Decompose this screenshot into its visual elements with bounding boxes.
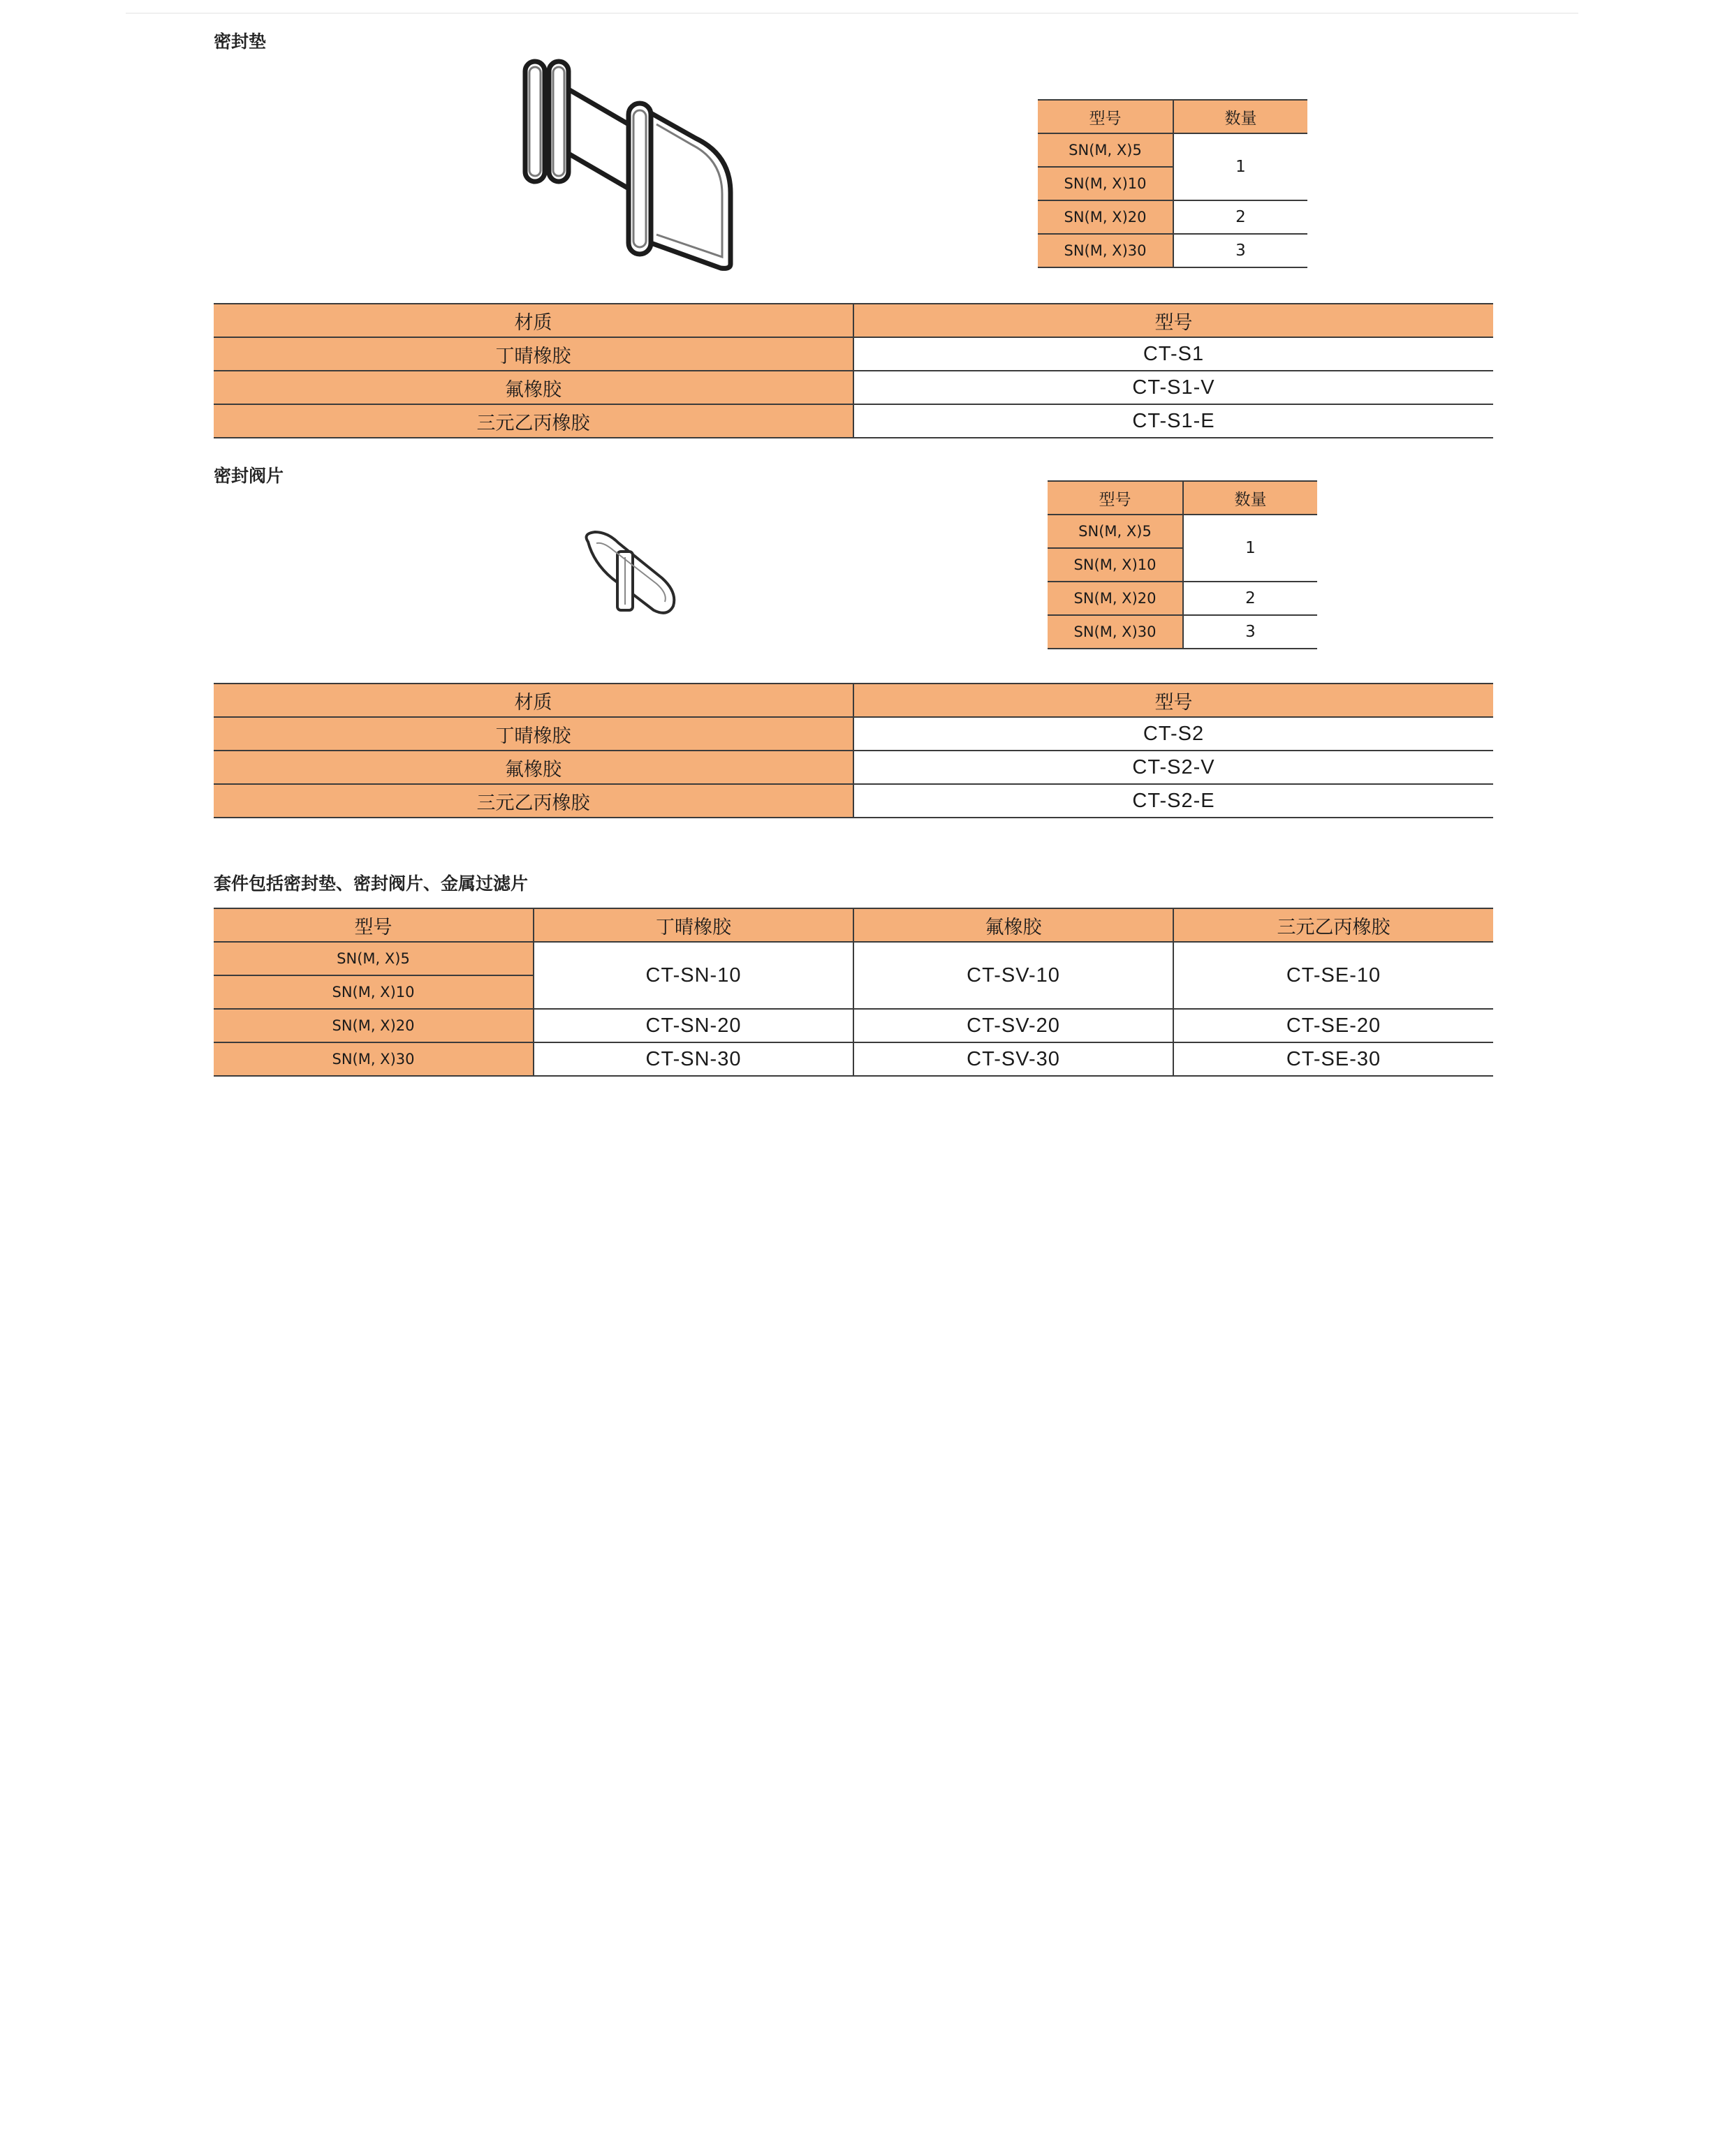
kit-code-cell: CT-SV-30: [853, 1042, 1173, 1076]
header-qty: 数量: [1173, 100, 1307, 133]
section-title-kit: 套件包括密封垫、密封阀片、金属过滤片: [214, 873, 529, 894]
material-cell: 氟橡胶: [214, 371, 853, 404]
kit-code-cell: CT-SV-10: [853, 942, 1173, 1009]
qty-cell: 1: [1183, 515, 1317, 582]
model-cell: SN(M, X)30: [1048, 615, 1183, 649]
kit-code-cell: CT-SN-10: [534, 942, 853, 1009]
model-cell: SN(M, X)10: [1048, 548, 1183, 582]
header-nbr: 丁晴橡胶: [534, 908, 853, 942]
valve-qty-table: [1048, 480, 1317, 649]
gasket-material-table: [214, 303, 1493, 438]
kit-code-cell: CT-SV-20: [853, 1009, 1173, 1042]
model-cell: SN(M, X)20: [214, 1009, 534, 1042]
header-model: 型号: [853, 304, 1493, 337]
material-cell: 丁晴橡胶: [214, 337, 853, 371]
kit-code-cell: CT-SN-20: [534, 1009, 853, 1042]
model-cell: SN(M, X)5: [1048, 515, 1183, 548]
header-material: 材质: [214, 304, 853, 337]
valve-plate-illustration: [580, 528, 684, 619]
material-cell: 三元乙丙橡胶: [214, 784, 853, 818]
top-rule: [126, 13, 1578, 14]
kit-code-cell: CT-SE-20: [1173, 1009, 1493, 1042]
section-title-gasket: 密封垫: [214, 31, 267, 52]
model-cell: SN(M, X)20: [1048, 582, 1183, 615]
header-model: 型号: [1038, 100, 1173, 133]
model-cell: SN(M, X)5: [1038, 133, 1173, 167]
code-cell: CT-S1-E: [853, 404, 1493, 438]
qty-cell: 2: [1173, 200, 1307, 234]
header-model: 型号: [214, 908, 534, 942]
material-cell: 丁晴橡胶: [214, 717, 853, 751]
code-cell: CT-S2-E: [853, 784, 1493, 818]
kit-table: [214, 908, 1493, 1077]
header-material: 材质: [214, 684, 853, 717]
material-cell: 氟橡胶: [214, 751, 853, 784]
model-cell: SN(M, X)30: [214, 1042, 534, 1076]
material-cell: 三元乙丙橡胶: [214, 404, 853, 438]
kit-code-cell: CT-SN-30: [534, 1042, 853, 1076]
header-model: 型号: [853, 684, 1493, 717]
section-title-valve-plate: 密封阀片: [214, 466, 284, 486]
header-model: 型号: [1048, 481, 1183, 515]
gasket-illustration: [517, 56, 747, 272]
gasket-qty-table: [1038, 99, 1307, 268]
code-cell: CT-S1: [853, 337, 1493, 371]
kit-code-cell: CT-SE-10: [1173, 942, 1493, 1009]
kit-code-cell: CT-SE-30: [1173, 1042, 1493, 1076]
qty-cell: 3: [1183, 615, 1317, 649]
header-qty: 数量: [1183, 481, 1317, 515]
header-epdm: 三元乙丙橡胶: [1173, 908, 1493, 942]
model-cell: SN(M, X)20: [1038, 200, 1173, 234]
model-cell: SN(M, X)10: [1038, 167, 1173, 200]
qty-cell: 1: [1173, 133, 1307, 200]
code-cell: CT-S1-V: [853, 371, 1493, 404]
model-cell: SN(M, X)10: [214, 975, 534, 1009]
model-cell: SN(M, X)5: [214, 942, 534, 975]
code-cell: CT-S2: [853, 717, 1493, 751]
qty-cell: 3: [1173, 234, 1307, 267]
model-cell: SN(M, X)30: [1038, 234, 1173, 267]
qty-cell: 2: [1183, 582, 1317, 615]
valve-material-table: [214, 683, 1493, 818]
code-cell: CT-S2-V: [853, 751, 1493, 784]
header-fkm: 氟橡胶: [853, 908, 1173, 942]
